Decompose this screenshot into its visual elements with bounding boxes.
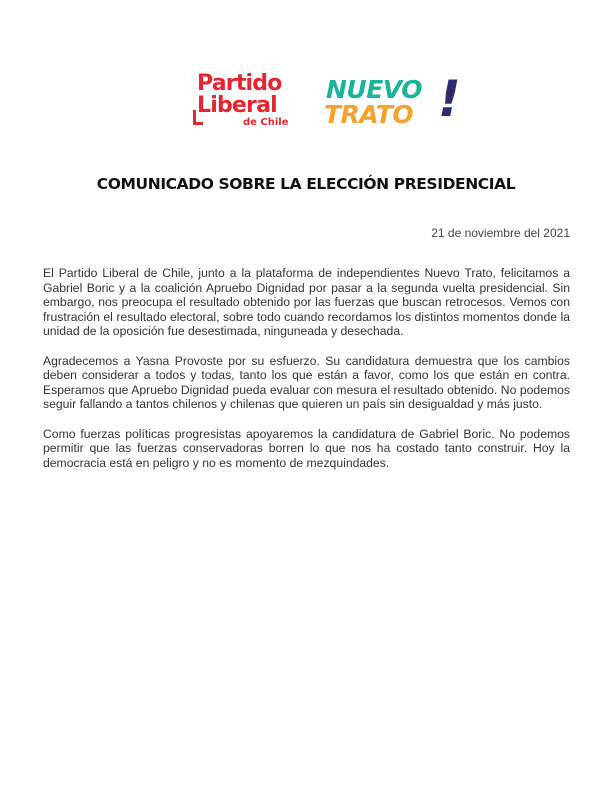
document-date: 21 de noviembre del 2021 xyxy=(431,226,570,240)
header-logos xyxy=(0,72,612,134)
document-body xyxy=(43,266,570,485)
nuevo-trato-logo xyxy=(322,70,472,134)
body-paragraph: Agradecemos a Yasna Provoste por su esfuerzo. Su candidatura demuestra que los cambios deben considerar a todos y todas, tanto los que están a favor, como los que están en contra. Esperamos que Apruebo Dignidad pueda evaluar con mesura el resultado obtenido. No podemos seguir fallando a tantos chilenos y chilenas que quieren un país sin desigualdad y más justo. xyxy=(43,353,570,412)
body-paragraph: El Partido Liberal de Chile, junto a la plataforma de independientes Nuevo Trato, felicitamos a Gabriel Boric y a la coalición Apruebo Dignidad por pasar a la segunda vuelta presidencial. Sin embargo, nos preocupa el resultado obtenido por las fuerzas que buscan retrocesos. Vemos con frustración el resultado electoral, sobre todo cuando recordamos los distintos momentos donde la unidad de la oposición fue desestimada, ninguneada y desechada. xyxy=(43,266,570,339)
partido-liberal-logo-line2: Liberal xyxy=(197,93,277,118)
nuevo-trato-logo-line2: TRATO xyxy=(324,100,414,129)
partido-liberal-logo-line1: Partido xyxy=(197,71,282,96)
document-title: COMUNICADO SOBRE LA ELECCIÓN PRESIDENCIAL xyxy=(96,175,516,193)
exclamation-mark-icon: ! xyxy=(438,70,461,128)
body-paragraph: Como fuerzas políticas progresistas apoyaremos la candidatura de Gabriel Boric. No podemos permitir que las fuerzas conservadoras borren lo que nos ha costado tanto construir. Hoy la democracia está en peligro y no es momento de mezquindades. xyxy=(43,426,570,470)
partido-liberal-logo xyxy=(190,72,300,134)
partido-liberal-logo-line3: de Chile xyxy=(243,117,289,128)
nuevo-trato-logo-line1: NUEVO xyxy=(326,75,422,104)
